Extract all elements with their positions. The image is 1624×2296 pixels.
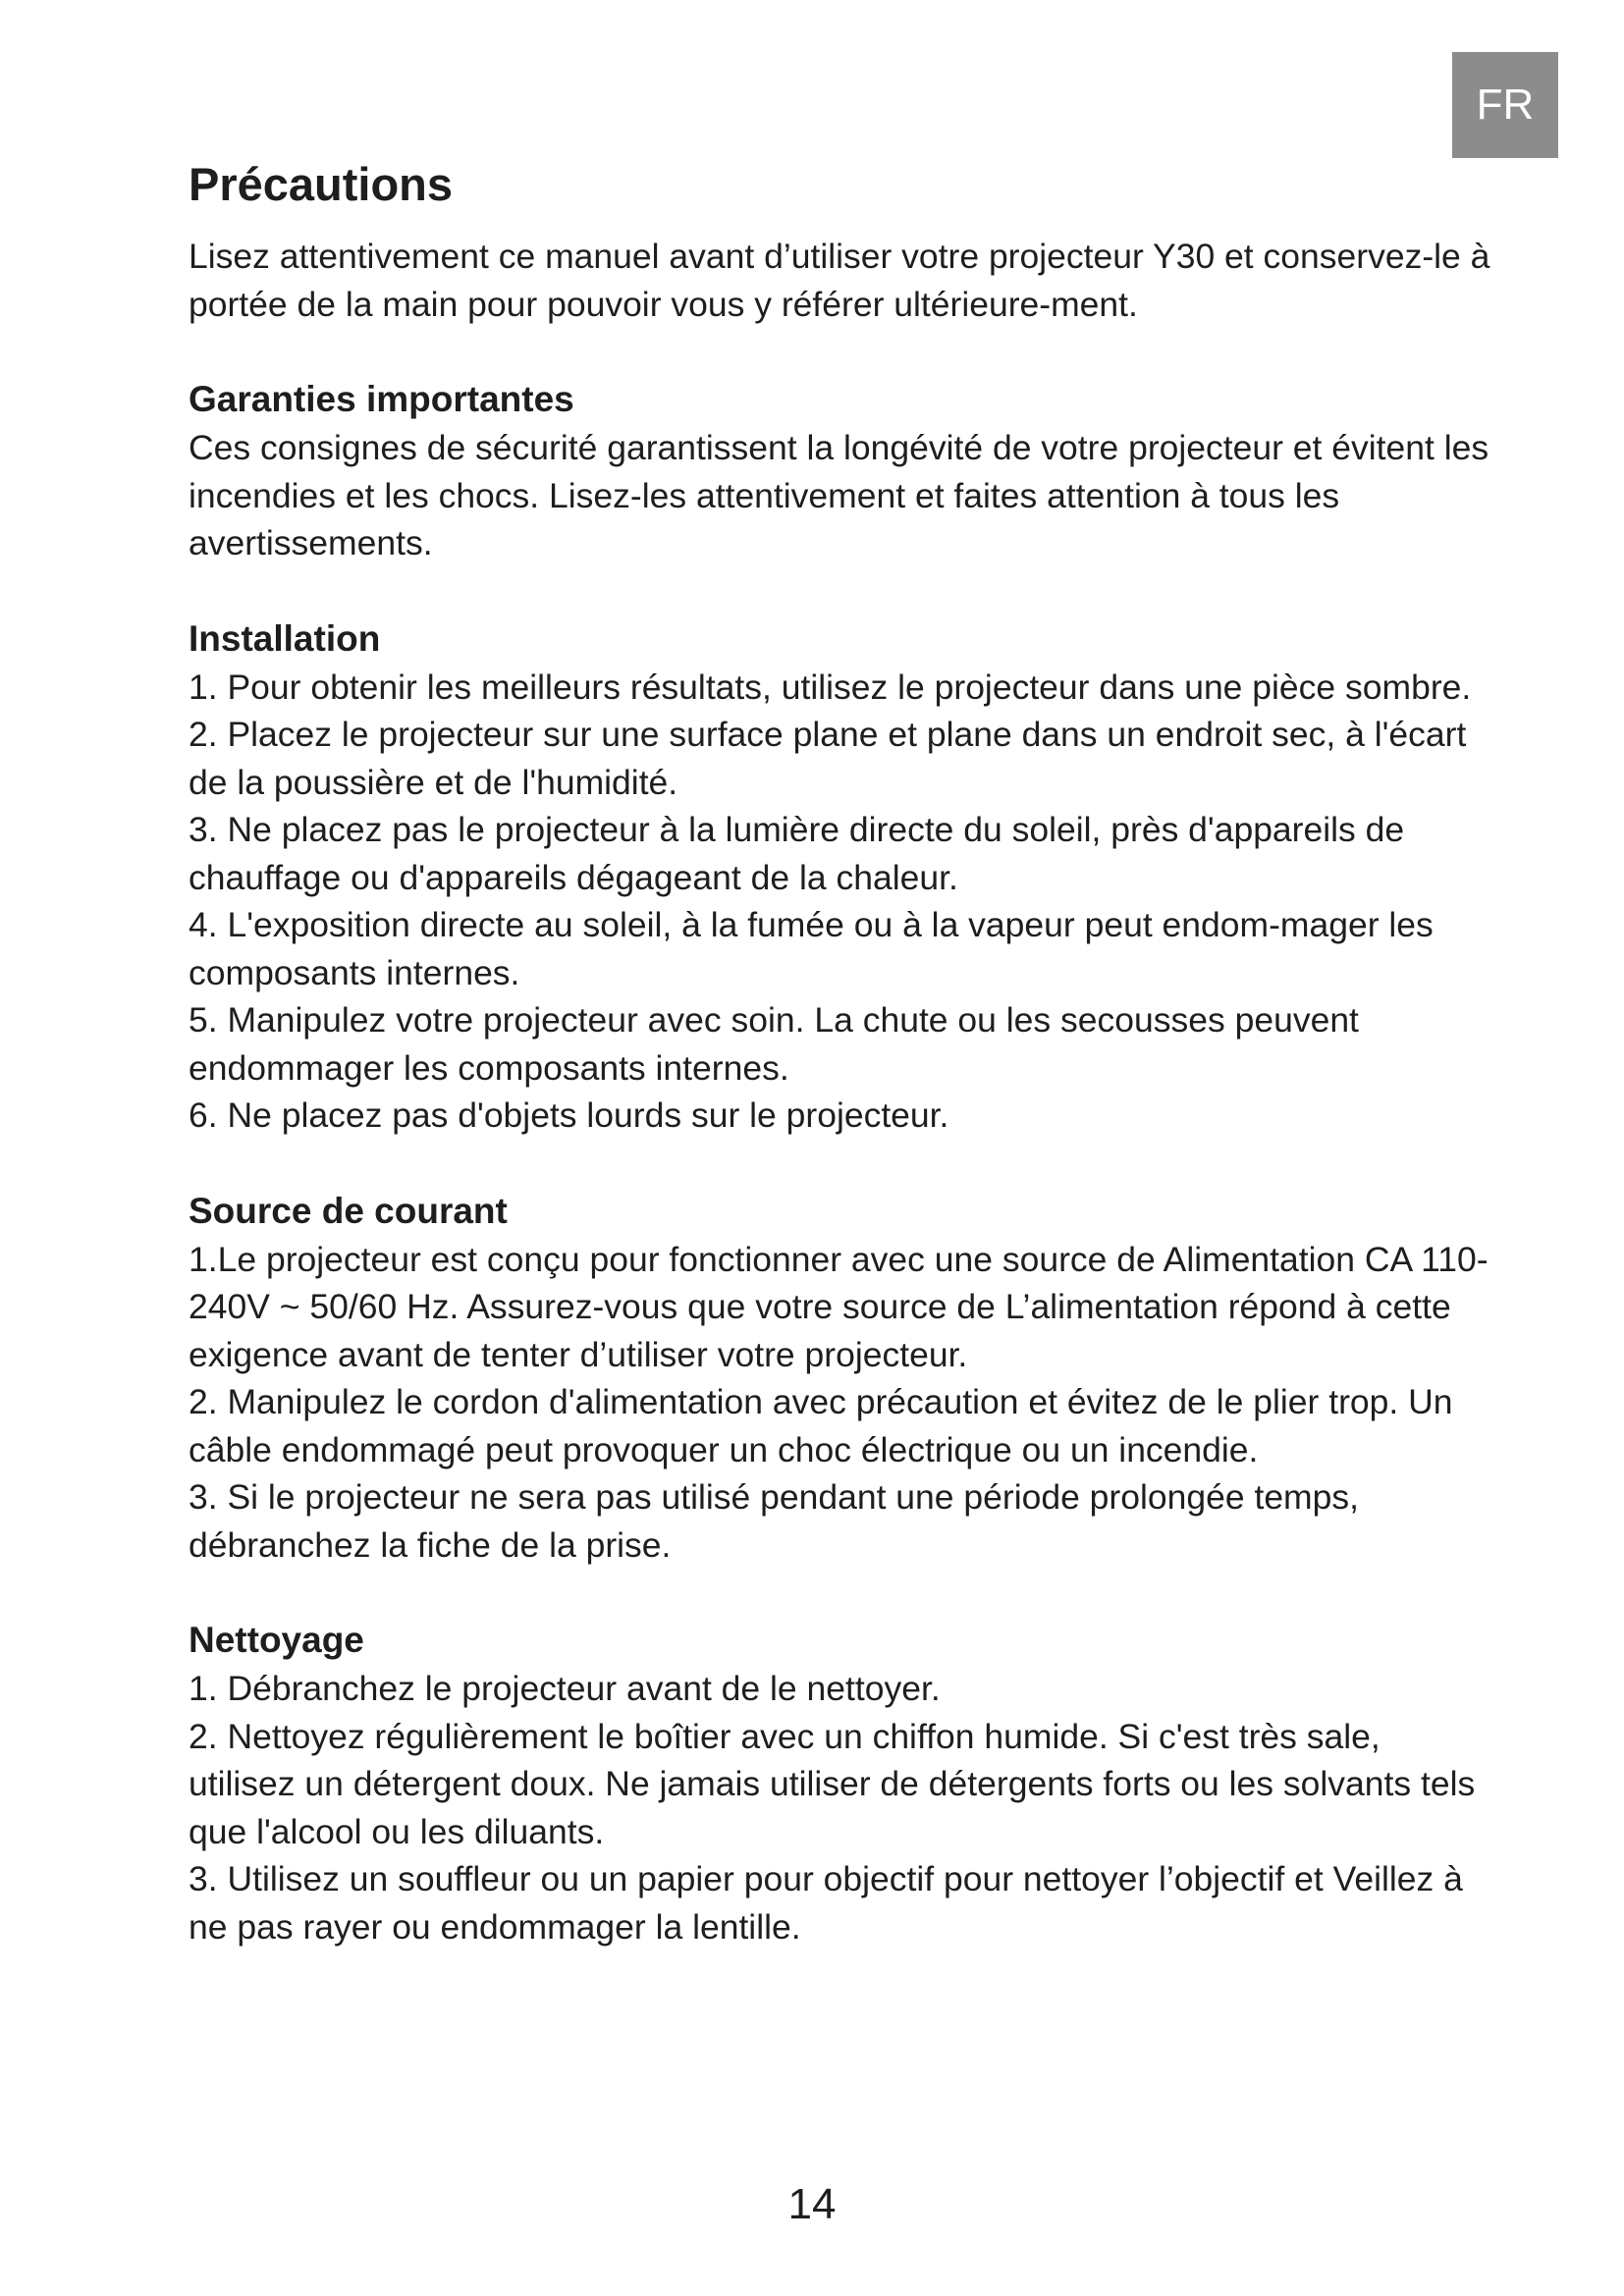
section-installation bbox=[189, 614, 1494, 1140]
list-item: 2. Manipulez le cordon d'alimentation avec précaution et évitez de le plier trop. Un câble endommagé peut provoquer un choc électrique ou un incendie. bbox=[189, 1382, 1453, 1469]
page-title: Précautions bbox=[189, 158, 454, 210]
section-garanties bbox=[189, 375, 1494, 567]
page-number: 14 bbox=[787, 2180, 837, 2228]
intro-paragraph: Lisez attentivement ce manuel avant d’utiliser votre projecteur Y30 et conservez-le à portée de la main pour pouvoir vous y référer ultérieure-ment. bbox=[189, 237, 1490, 324]
list-item: 2. Placez le projecteur sur une surface plane et plane dans un endroit sec, à l'écart de la poussière et de l'humidité. bbox=[189, 715, 1467, 802]
section-title: Installation bbox=[189, 617, 381, 659]
section-title: Source de courant bbox=[189, 1190, 508, 1231]
paragraph: Ces consignes de sécurité garantissent la longévité de votre projecteur et évitent les incendies et les chocs. Lisez-les attentivement et faites attention à tous les avertissements. bbox=[189, 428, 1489, 562]
section-title: Garanties importantes bbox=[189, 379, 574, 419]
list-item: 2. Nettoyez régulièrement le boîtier avec un chiffon humide. Si c'est très sale, utilisez un détergent doux. Ne jamais utiliser de détergents forts ou les solvants tels que l'alcool ou les diluants. bbox=[189, 1716, 1476, 1851]
list-item: 5. Manipulez votre projecteur avec soin. La chute ou les secousses peuvent endommager les composants internes. bbox=[189, 1000, 1359, 1088]
language-badge: FR bbox=[1452, 52, 1558, 158]
section-source-de-courant bbox=[189, 1187, 1494, 1570]
section-nettoyage bbox=[189, 1616, 1494, 1950]
document-body bbox=[189, 152, 1494, 1950]
list-item: 4. L'exposition directe au soleil, à la fumée ou à la vapeur peut endom-mager les composants internes. bbox=[189, 905, 1434, 992]
list-item: 3. Ne placez pas le projecteur à la lumière directe du soleil, près d'appareils de chauffage ou d'appareils dégageant de la chaleur. bbox=[189, 810, 1405, 897]
section-title: Nettoyage bbox=[189, 1620, 364, 1660]
list-item: 1. Pour obtenir les meilleurs résultats, utilisez le projecteur dans une pièce sombre. bbox=[189, 667, 1472, 707]
list-item: 6. Ne placez pas d'objets lourds sur le projecteur. bbox=[189, 1095, 949, 1135]
list-item: 3. Si le projecteur ne sera pas utilisé pendant une période prolongée temps, débranchez la fiche de la prise. bbox=[189, 1477, 1359, 1565]
list-item: 3. Utilisez un souffleur ou un papier pour objectif pour nettoyer l’objectif et Veillez à ne pas rayer ou endommager la lentille. bbox=[189, 1859, 1463, 1947]
list-item: 1.Le projecteur est conçu pour fonctionner avec une source de Alimentation CA 110-240V ~ 50/60 Hz. Assurez-vous que votre source de L’alimentation répond à cette exigence avant de tenter d’utiliser votre projecteur. bbox=[189, 1239, 1489, 1374]
list-item: 1. Débranchez le projecteur avant de le nettoyer. bbox=[189, 1669, 941, 1708]
